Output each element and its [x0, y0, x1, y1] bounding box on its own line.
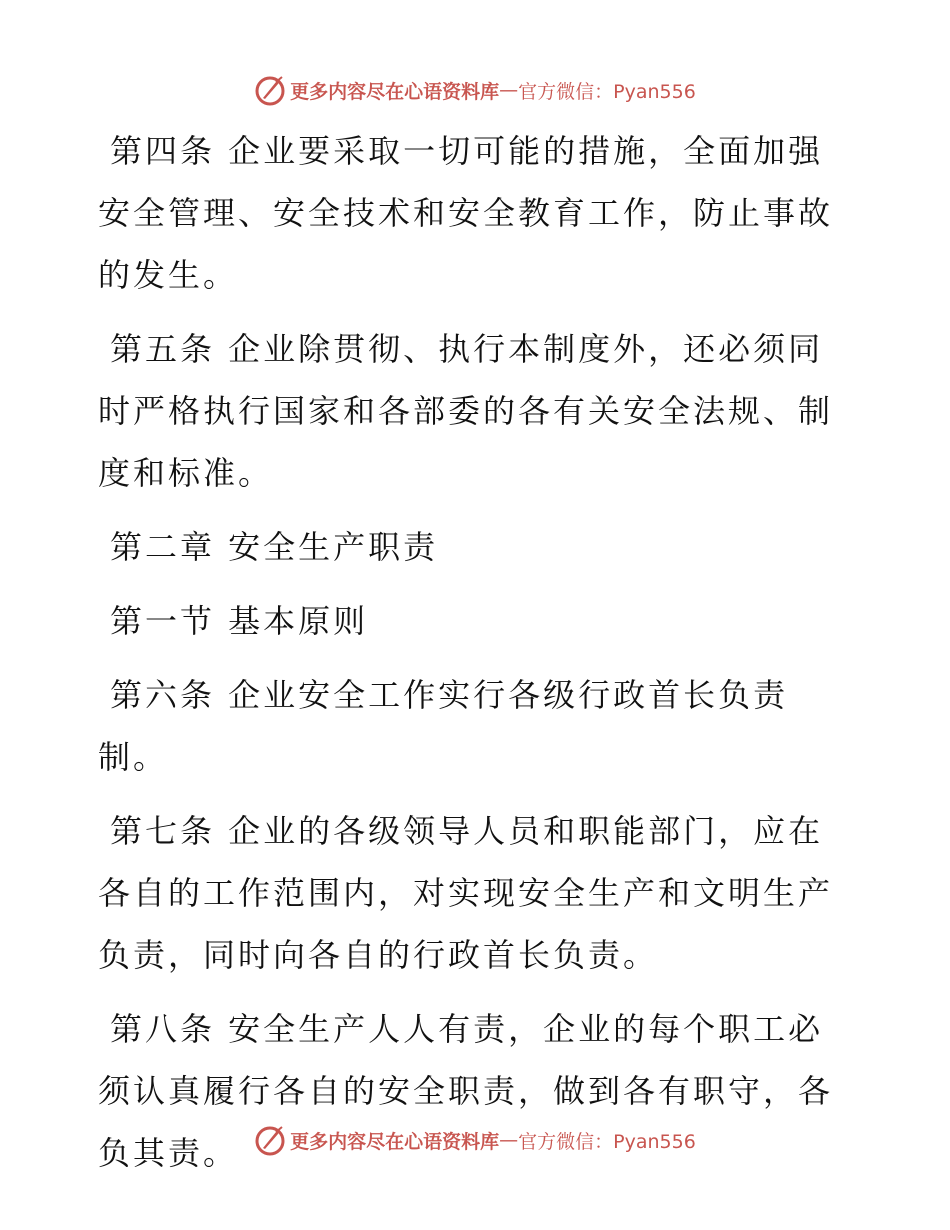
watermark-wechat: 官方微信：Pyan556 [518, 1130, 696, 1153]
footer-watermark [0, 1120, 950, 1160]
quill-pen-logo-icon [254, 1124, 286, 1156]
article-5: 第五条 企业除贯彻、执行本制度外，还必须同时严格执行国家和各部委的各有关安全法规、制度和标准。 [98, 330, 834, 492]
article-4: 第四条 企业要采取一切可能的措施，全面加强安全管理、安全技术和安全教育工作，防止事故的发生。 [98, 132, 834, 294]
quill-pen-logo-icon [254, 74, 286, 106]
watermark-text: 更多内容尽在心语资料库 [290, 1130, 500, 1153]
article-6: 第六条 企业安全工作实行各级行政首长负责制。 [98, 676, 789, 776]
section-1-heading: 第一节 基本原则 [110, 602, 369, 640]
watermark-text: 更多内容尽在心语资料库 [290, 80, 500, 103]
watermark-wechat: 官方微信：Pyan556 [518, 80, 696, 103]
article-8: 第八条 安全生产人人有责，企业的每个职工必须认真履行各自的安全职责，做到各有职守，各负其责。 [98, 1010, 834, 1172]
document-body [98, 120, 850, 1196]
chapter-2-heading: 第二章 安全生产职责 [110, 528, 439, 566]
watermark-separator: — [499, 1129, 519, 1151]
header-watermark [0, 70, 950, 110]
watermark-separator: — [499, 79, 519, 101]
article-7: 第七条 企业的各级领导人员和职能部门，应在各自的工作范围内，对实现安全生产和文明生产负责，同时向各自的行政首长负责。 [98, 812, 834, 974]
